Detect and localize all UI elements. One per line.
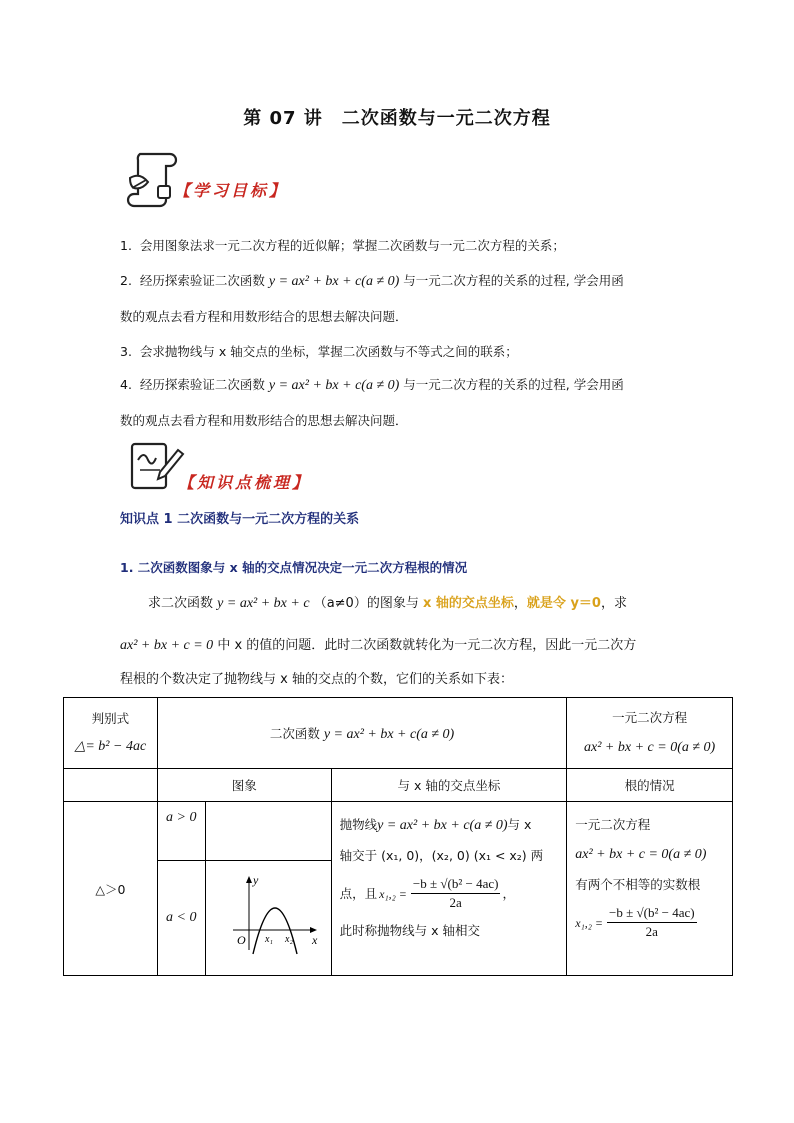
para-line-3: 程根的个数决定了抛物线与 x 轴的交点的个数，它们的关系如下表： xyxy=(120,672,513,687)
graph-y-label: y xyxy=(253,872,259,887)
para-highlight: x 轴的交点坐标 xyxy=(422,596,514,611)
notepad-pencil-icon xyxy=(126,436,186,496)
knowledge-heading: 知识点 1 二次函数与一元二次方程的关系 xyxy=(120,512,360,527)
cell-formula: x₁,₂ = xyxy=(575,915,604,930)
root-denominator: 2a xyxy=(645,924,658,939)
cell-text: 此时称抛物线与 x 轴相交 xyxy=(339,923,480,938)
objective-formula: y = ax² + bx + c(a ≠ 0) xyxy=(268,274,400,289)
objective-text: 与一元二次方程的关系的过程, 学会用函 xyxy=(403,273,624,288)
header-formula: △= b² − 4ac xyxy=(74,739,147,754)
graph-x-label: x xyxy=(312,932,318,947)
objective-num: 3. xyxy=(120,344,132,359)
cell-text: 有两个不相等的实数根 xyxy=(575,877,701,892)
objective-3 xyxy=(120,342,518,362)
objective-text: 与一元二次方程的关系的过程, 学会用函 xyxy=(403,377,624,392)
para-line-2 xyxy=(120,636,636,656)
header-discriminant xyxy=(64,698,158,769)
para-formula: y = ax² + bx + c xyxy=(217,596,310,611)
root-numerator: −b ± √(b² − 4ac) xyxy=(607,904,697,923)
para-formula: ax² + bx + c = 0 xyxy=(120,638,214,653)
header-formula: ax² + bx + c = 0(a ≠ 0) xyxy=(584,740,716,755)
root-formula xyxy=(411,875,501,912)
a-positive-label: a > 0 xyxy=(157,802,205,861)
objective-4-cont: 数的观点去看方程和用数形结合的思想去解决问题． xyxy=(120,413,408,428)
objective-text: 会求抛物线与 x 轴交点的坐标，掌握二次函数与不等式之间的联系； xyxy=(139,344,518,359)
para-text: （a≠0）的图象与 xyxy=(313,596,419,611)
objective-2 xyxy=(120,271,624,292)
row-delta-positive: △＞0 xyxy=(64,802,158,976)
a-negative-label: a < 0 xyxy=(157,861,205,976)
subheader-roots: 根的情况 xyxy=(567,769,733,802)
header-formula: y = ax² + bx + c(a ≠ 0) xyxy=(323,726,455,742)
knowledge-banner xyxy=(126,436,326,496)
objective-2-cont: 数的观点去看方程和用数形结合的思想去解决问题． xyxy=(120,309,408,324)
subheader-graph: 图象 xyxy=(157,769,331,802)
cell-formula: y = ax² + bx + c(a ≠ 0) xyxy=(377,818,508,833)
cell-text: 点，且 xyxy=(339,885,378,901)
roots-description xyxy=(567,802,733,976)
graph-a-positive xyxy=(205,802,331,861)
graph-x2-label: x₂ xyxy=(285,933,294,945)
cell-text: 抛物线 xyxy=(339,817,378,832)
root-numerator: −b ± √(b² − 4ac) xyxy=(411,875,501,894)
objective-4 xyxy=(120,375,624,396)
cell-text: 轴交于 (x₁, 0)，(x₂, 0) (x₁ < x₂) 两 xyxy=(339,848,544,863)
header-label: 一元二次方程 xyxy=(612,710,688,725)
para-text: ，求 xyxy=(600,596,627,611)
subheader-intersect: 与 x 轴的交点坐标 xyxy=(331,769,567,802)
objective-formula: y = ax² + bx + c(a ≠ 0) xyxy=(268,378,400,393)
relation-table xyxy=(63,697,733,976)
objective-1 xyxy=(120,236,565,256)
header-label: 判别式 xyxy=(91,711,130,726)
header-equation xyxy=(567,698,733,769)
para-highlight: 就是令 y＝0 xyxy=(526,596,601,611)
root-denominator: 2a xyxy=(449,895,462,910)
cell-formula: x₁,₂ = xyxy=(379,886,407,901)
empty-cell xyxy=(64,769,158,802)
root-formula xyxy=(607,904,697,941)
objectives-banner-label: 【学习目标】 xyxy=(174,181,289,200)
cell-text: 一元二次方程 xyxy=(575,817,651,832)
objectives-banner xyxy=(122,148,302,210)
objective-text: 经历探索验证二次函数 xyxy=(139,273,265,288)
cell-formula: ax² + bx + c = 0(a ≠ 0) xyxy=(575,847,707,862)
objective-text: 经历探索验证二次函数 xyxy=(139,377,265,392)
objective-num: 1. xyxy=(120,238,132,253)
para-text: 求二次函数 xyxy=(148,596,214,611)
graph-origin-label: O xyxy=(237,932,246,947)
header-function xyxy=(157,698,566,769)
para-line-1 xyxy=(148,594,627,614)
objective-num: 4. xyxy=(120,377,132,392)
page-title: 第 07 讲 二次函数与一元二次方程 xyxy=(243,108,551,129)
cell-text: ， xyxy=(502,885,515,901)
objective-num: 2. xyxy=(120,273,132,288)
para-text: 中 x 的值的问题．此时二次函数就转化为一元二次方程，因此一元二次方 xyxy=(217,638,637,653)
cell-text: 与 x xyxy=(507,817,532,832)
graph-a-negative xyxy=(205,861,331,976)
objective-text: 会用图象法求一元二次方程的近似解；掌握二次函数与一元二次方程的关系； xyxy=(139,238,565,253)
para-text: ， xyxy=(513,596,527,611)
header-label: 二次函数 xyxy=(269,725,320,741)
intersect-description xyxy=(331,802,567,976)
knowledge-banner-label: 【知识点梳理】 xyxy=(178,473,312,492)
graph-x1-label: x₁ xyxy=(265,933,274,945)
parabola-graph xyxy=(213,872,323,962)
sub-heading: 1. 二次函数图象与 x 轴的交点情况决定一元二次方程根的情况 xyxy=(120,560,468,575)
